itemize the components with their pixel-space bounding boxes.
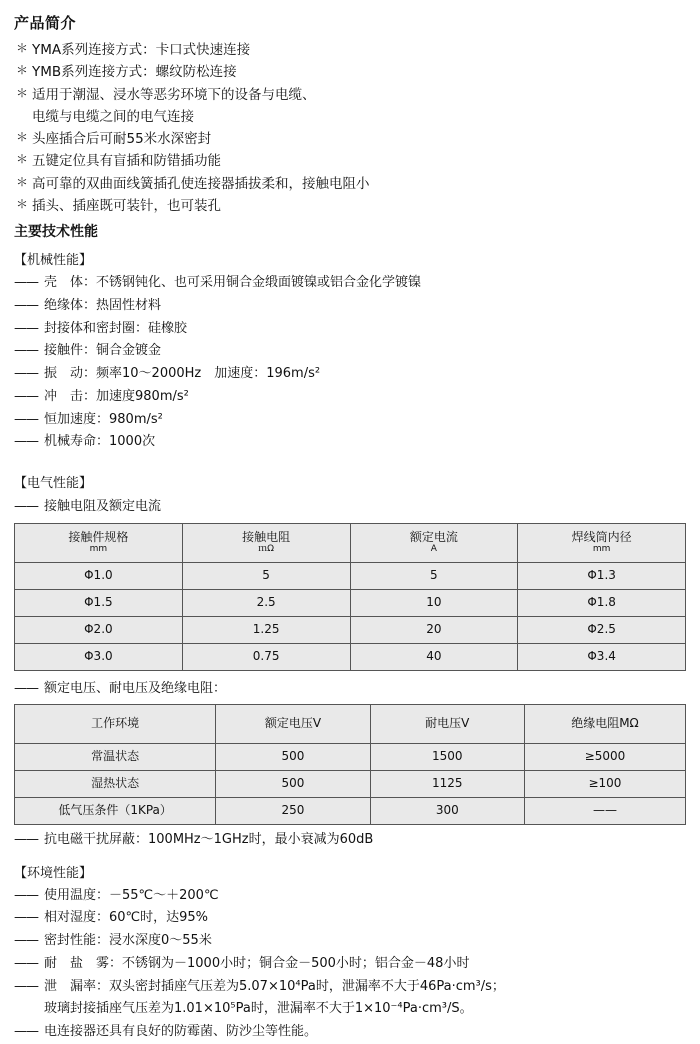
list-item — [14, 431, 686, 454]
table-row — [15, 616, 686, 643]
list-item-line: 电缆与电缆之间的电气连接 — [32, 108, 194, 125]
table-cell: 2.5 — [182, 589, 350, 616]
header-label: 接触件规格 — [68, 530, 129, 545]
list-item-text: 绝缘体：热固性材料 — [44, 297, 162, 313]
table-cell: 300 — [370, 797, 524, 824]
header-unit: ｍΩ — [258, 544, 275, 555]
list-item — [14, 340, 686, 363]
table-column-header — [15, 523, 183, 562]
list-item — [14, 1021, 686, 1044]
table-row — [15, 589, 686, 616]
table-cell: Φ1.8 — [518, 589, 686, 616]
table2-caption — [14, 677, 686, 700]
dash-marker: —— — [14, 680, 38, 696]
list-item-text: 电连接器还具有良好的防霉菌、防沙尘等性能。 — [44, 1024, 318, 1040]
table-cell: 10 — [350, 589, 518, 616]
list-item-text: 使用温度：－55℃～＋200℃ — [44, 887, 219, 903]
table-column-header — [182, 523, 350, 562]
list-item-text: 接触件：铜合金镀金 — [44, 343, 162, 359]
list-item — [14, 953, 686, 976]
list-item — [14, 295, 686, 318]
table1-caption-text: 接触电阻及额定电流 — [44, 499, 162, 515]
list-item — [14, 173, 686, 195]
table-cell: Φ2.0 — [15, 616, 183, 643]
table-cell: 低气压条件（1KPa） — [15, 797, 216, 824]
dash-marker: —— — [14, 434, 38, 450]
header-unit: mm — [592, 544, 611, 555]
dash-marker: —— — [14, 887, 38, 903]
header-label: 额定电流 — [409, 530, 458, 545]
dash-marker: —— — [14, 955, 38, 971]
table-cell: 常温状态 — [15, 743, 216, 770]
list-item-line: 头座插合后可耐55米水深密封 — [32, 131, 212, 148]
table-cell: 1.25 — [182, 616, 350, 643]
table-cell: 湿热状态 — [15, 770, 216, 797]
list-item-line: YMB系列连接方式：螺纹防松连接 — [32, 64, 237, 81]
list-item — [14, 84, 686, 129]
list-item-text: 相对湿度：60℃时，达95% — [44, 910, 209, 926]
list-item-text: 泄 漏率：双头密封插座气压差为5.07×10⁴Pa时，泄漏率不大于46Pa·cm³/s； — [44, 978, 505, 994]
table2-caption-text: 额定电压、耐电压及绝缘电阻： — [44, 680, 227, 696]
section-title-main-specs: 主要技术性能 — [14, 224, 98, 241]
dash-marker: —— — [14, 343, 38, 359]
table-cell: Φ1.5 — [15, 589, 183, 616]
header-label: 接触电阻 — [242, 530, 291, 545]
list-item — [14, 272, 686, 295]
dash-marker: —— — [14, 1024, 38, 1040]
table-cell: 5 — [182, 562, 350, 589]
bullet-star-icon: ＊ — [16, 152, 29, 167]
dash-marker: —— — [14, 499, 38, 515]
bullet-star-icon: ＊ — [16, 196, 29, 211]
table-cell: 500 — [216, 770, 370, 797]
table-cell: Φ2.5 — [518, 616, 686, 643]
list-item-line: 五键定位具有盲插和防错插功能 — [32, 153, 221, 170]
table-cell: 0.75 — [182, 643, 350, 670]
bullet-star-icon: ＊ — [16, 130, 29, 145]
dash-marker: —— — [14, 933, 38, 949]
list-item — [14, 930, 686, 953]
page-title: 产品简介 — [14, 14, 77, 32]
dash-marker: —— — [14, 411, 38, 427]
group-title-environment: 【环境性能】 — [14, 865, 93, 881]
table-row — [15, 770, 686, 797]
group-title-mechanical: 【机械性能】 — [14, 253, 93, 269]
table-cell: Φ1.3 — [518, 562, 686, 589]
list-item — [14, 386, 686, 409]
list-item-text: 封接体和密封圈：硅橡胶 — [44, 320, 188, 336]
dash-marker: —— — [14, 910, 38, 926]
table-cell: 20 — [350, 616, 518, 643]
group-title-electrical: 【电气性能】 — [14, 476, 93, 492]
list-item-line: 适用于潮湿、浸水等恶劣环境下的设备与电缆、 — [32, 86, 316, 103]
table-header-row — [15, 704, 686, 743]
header-label: 焊线筒内径 — [571, 530, 632, 545]
table-column-header — [518, 523, 686, 562]
dash-marker: —— — [14, 366, 38, 382]
table-cell: 40 — [350, 643, 518, 670]
list-item-text: 密封性能：浸水深度0～55米 — [44, 933, 212, 949]
dash-marker: —— — [14, 388, 38, 404]
list-item — [14, 976, 686, 1022]
list-item-text: 恒加速度：980m/s² — [44, 411, 163, 427]
table-cell: 250 — [216, 797, 370, 824]
bullet-star-icon: ＊ — [16, 85, 29, 100]
table-cell: Φ3.0 — [15, 643, 183, 670]
list-item — [14, 829, 686, 852]
dash-marker: —— — [14, 831, 38, 847]
voltage-insulation-table — [14, 704, 686, 825]
table-row — [15, 797, 686, 824]
bullet-star-icon: ＊ — [16, 63, 29, 78]
table-cell: Φ3.4 — [518, 643, 686, 670]
list-item-text: 振 动：频率10～2000Hz 加速度：196m/s² — [44, 366, 321, 382]
list-item — [14, 318, 686, 341]
header-unit: mm — [89, 544, 108, 555]
table-column-header: 绝缘电阻MΩ — [524, 704, 685, 743]
list-item-text: 玻璃封接插座气压差为1.01×10⁵Pa时，泄漏率不大于1×10⁻⁴Pa·cm³/S。 — [44, 1001, 473, 1017]
table-column-header: 额定电压V — [216, 704, 370, 743]
list-item-text: 机械寿命：1000次 — [44, 434, 156, 450]
list-item-line: 高可靠的双曲面线簧插孔使连接器插拔柔和，接触电阻小 — [32, 175, 370, 192]
table-row — [15, 743, 686, 770]
environment-spec-list — [14, 885, 686, 1044]
table-cell: 5 — [350, 562, 518, 589]
intro-bullet-list — [14, 39, 686, 217]
header-unit: A — [430, 544, 437, 555]
list-item — [14, 363, 686, 386]
electrical-after-table-list — [14, 829, 686, 852]
bullet-star-icon: ＊ — [16, 174, 29, 189]
table-column-header: 耐电压V — [370, 704, 524, 743]
list-item-text: 冲 击：加速度980m/s² — [44, 388, 189, 404]
table-cell: ≥5000 — [524, 743, 685, 770]
list-item — [14, 128, 686, 150]
dash-marker: —— — [14, 297, 38, 313]
contact-resistance-table — [14, 523, 686, 671]
table-column-header — [350, 523, 518, 562]
table-row — [15, 562, 686, 589]
list-item-text: 抗电磁干扰屏蔽：100MHz～1GHz时，最小衰减为60dB — [44, 831, 374, 847]
table-cell: 1125 — [370, 770, 524, 797]
table-cell: 500 — [216, 743, 370, 770]
dash-marker: —— — [14, 320, 38, 336]
list-item — [14, 195, 686, 217]
mechanical-spec-list — [14, 272, 686, 454]
table-cell: ≥100 — [524, 770, 685, 797]
table-cell: Φ1.0 — [15, 562, 183, 589]
table-header-row — [15, 523, 686, 562]
table-cell: —— — [524, 797, 685, 824]
dash-marker: —— — [14, 275, 38, 291]
list-item-line: YMA系列连接方式：卡口式快速连接 — [32, 42, 251, 58]
dash-marker: —— — [14, 978, 38, 994]
table-cell: 1500 — [370, 743, 524, 770]
list-item — [14, 150, 686, 172]
list-item — [14, 39, 686, 61]
list-item — [14, 61, 686, 83]
table-column-header: 工作环境 — [15, 704, 216, 743]
table1-caption — [14, 495, 686, 518]
list-item-text: 壳 体：不锈钢钝化、也可采用铜合金缎面镀镍或铝合金化学镀镍 — [44, 275, 422, 291]
bullet-star-icon: ＊ — [16, 41, 29, 55]
list-item-line: 插头、插座既可装针，也可装孔 — [32, 197, 221, 214]
table-row — [15, 643, 686, 670]
list-item-text: 耐 盐 雾：不锈钢为－1000小时；铜合金－500小时；铝合金－48小时 — [44, 955, 470, 971]
list-item — [14, 409, 686, 432]
list-item — [14, 907, 686, 930]
